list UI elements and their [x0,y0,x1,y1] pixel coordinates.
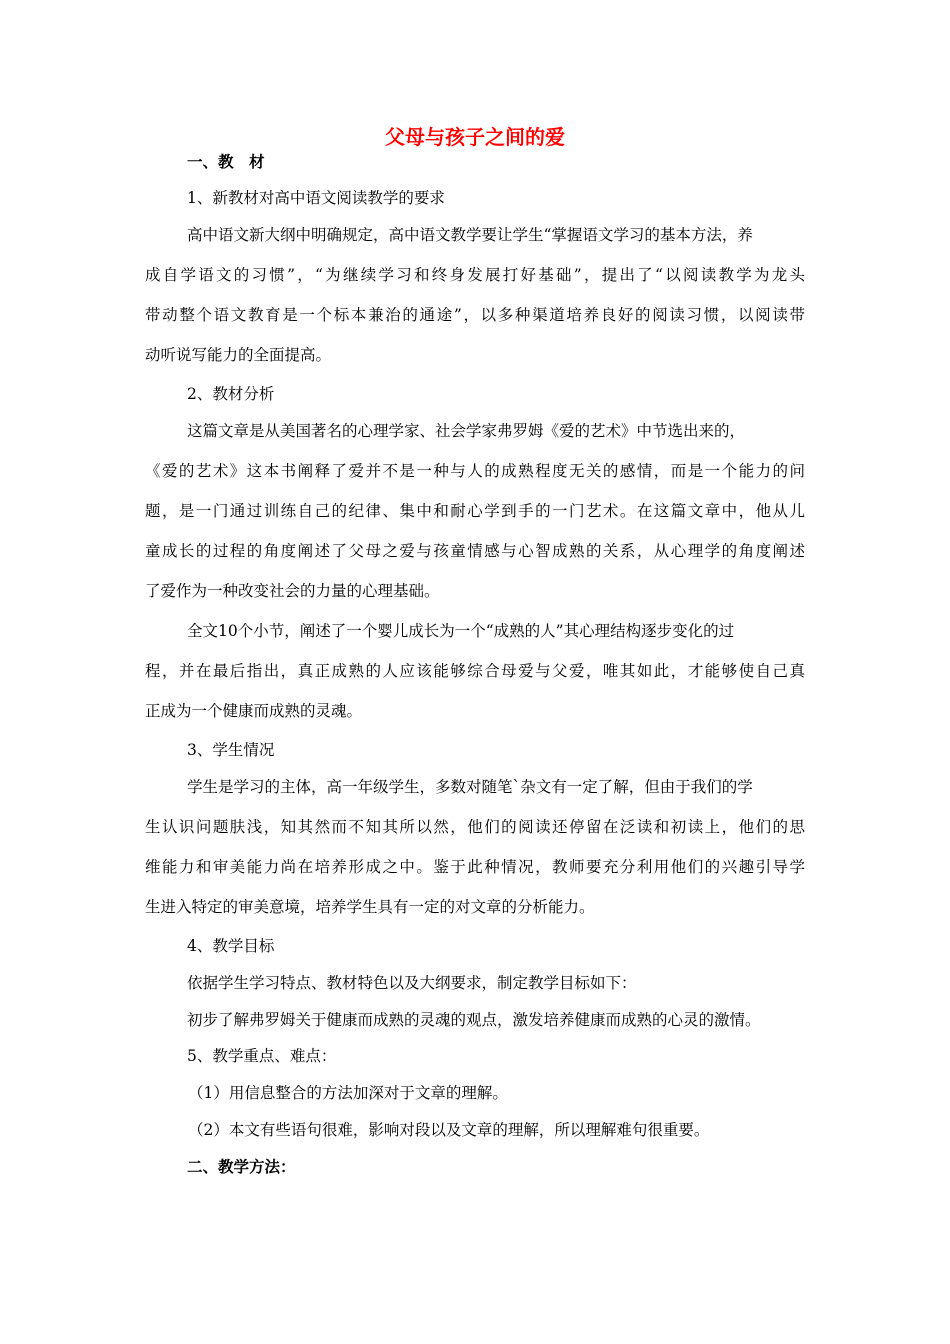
paragraph-line: 《爱的艺术》这本书阐释了爱并不是一种与人的成熟程度无关的感情，而是一个能力的问 [145,462,805,480]
section-4-title: 4、教学目标 [187,937,275,955]
paragraph-line: 高中语文新大纲中明确规定，高中语文教学要让学生“掌握语文学习的基本方法，养 [187,226,753,244]
heading-teaching-methods: 二、教学方法： [187,1158,296,1176]
paragraph-line: 维能力和审美能力尚在培养形成之中。鉴于此种情况，教师要充分利用他们的兴趣引导学 [145,858,805,876]
page-title: 父母与孩子之间的爱 [385,125,565,149]
paragraph-line: 题，是一门通过训练自己的纪律、集中和耐心学到手的一门艺术。在这篇文章中，他从儿 [145,502,805,520]
paragraph-line: 这篇文章是从美国著名的心理学家、社会学家弗罗姆《爱的艺术》中节选出来的， [187,422,746,440]
paragraph-line: 童成长的过程的角度阐述了父母之爱与孩童情感与心智成熟的关系，从心理学的角度阐述 [145,542,805,560]
paragraph-line: 初步了解弗罗姆关于健康而成熟的灵魂的观点，激发培养健康而成熟的心灵的激情。 [187,1011,761,1029]
paragraph-line: 生认识问题肤浅，知其然而不知其所以然，他们的阅读还停留在泛读和初读上，他们的思 [145,818,805,836]
section-1-title: 1、新教材对高中语文阅读教学的要求 [187,189,445,207]
paragraph-line: 生进入特定的审美意境，培养学生具有一定的对文章的分析能力。 [145,898,595,916]
paragraph-line: 学生是学习的主体，高一年级学生，多数对随笔`杂文有一定了解，但由于我们的学 [187,778,753,796]
paragraph-line: 成自学语文的习惯”，“为继续学习和终身发展打好基础”，提出了“以阅读教学为龙头 [145,266,805,284]
section-5-title: 5、教学重点、难点： [187,1047,337,1065]
paragraph-line: 正成为一个健康而成熟的灵魂。 [145,702,363,720]
paragraph-line: 全文10个小节，阐述了一个婴儿成长为一个“成熟的人”其心理结构逐步变化的过 [187,622,735,640]
paragraph-line: 依据学生学习特点、教材特色以及大纲要求，制定教学目标如下： [187,974,637,992]
paragraph-line: 带动整个语文教育是一个标本兼治的通途”，以多种渠道培养良好的阅读习惯，以阅读带 [145,306,805,324]
section-2-title: 2、教材分析 [187,385,275,403]
paragraph-line: 了爱作为一种改变社会的力量的心理基础。 [145,582,440,600]
paragraph-line: 动听说写能力的全面提高。 [145,346,332,364]
section-3-title: 3、学生情况 [187,741,275,759]
paragraph-line: 程，并在最后指出，真正成熟的人应该能够综合母爱与父爱，唯其如此，才能够使自己真 [145,662,805,680]
list-item: （1）用信息整合的方法加深对于文章的理解。 [188,1084,508,1102]
heading-textbook: 一、教 材 [187,153,265,171]
list-item: （2）本文有些语句很难，影响对段以及文章的理解，所以理解难句很重要。 [188,1121,710,1139]
